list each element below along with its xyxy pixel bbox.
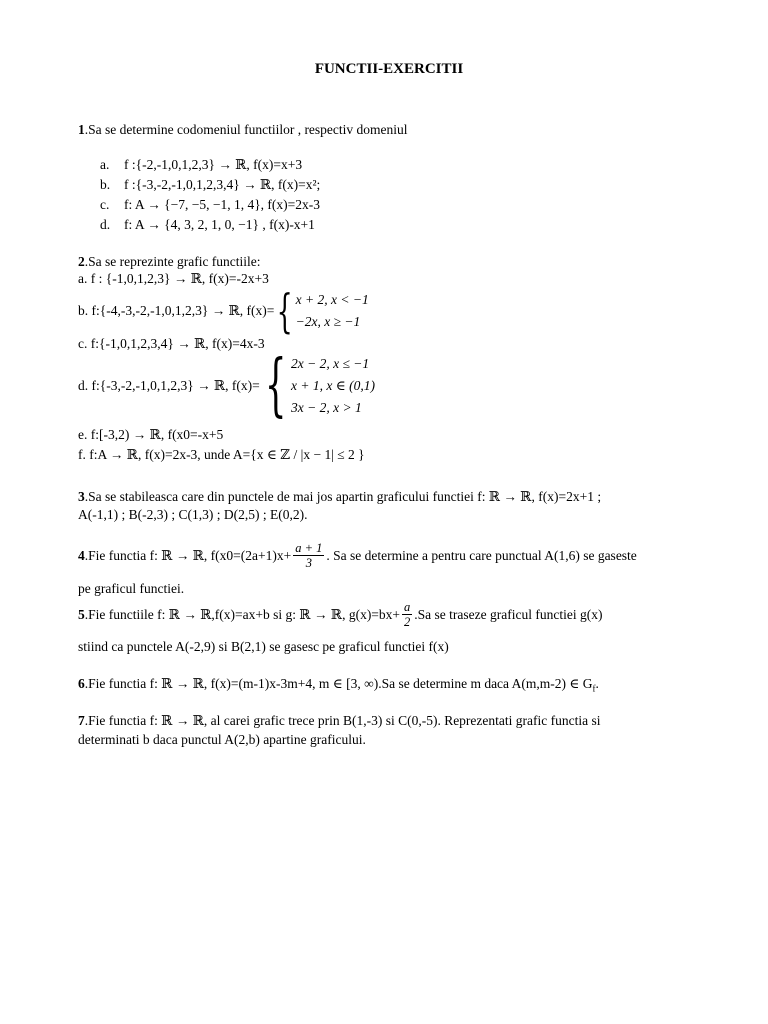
problem-1-number: 1: [78, 122, 85, 137]
problem-1-text: .Sa se determine codomeniul functiilor , respectiv domeniul: [84, 122, 408, 137]
page-title: FUNCTII-EXERCITII: [314, 61, 464, 77]
problem-2-item-a: a. f : {-1,0,1,2,3} → ℝ, f(x)=-2x+3: [78, 271, 269, 286]
problem-4-line-2: pe graficul functiei.: [78, 581, 185, 596]
brace-icon: {: [276, 284, 294, 338]
fraction: $\frac{a}{2}$: [404, 600, 411, 630]
problem-6-line: 6.Fie functia f: ℝ → ℝ, f(x)=(m-1)x-3m+4, m ∈ [3, ∞).Sa se determine m daca A(m,m-2) ∈ $G_f$.: [78, 676, 599, 694]
problem-2-item-b: b. f:{-4,-3,-2,-1,0,1,2,3} → ℝ, f(x)= { x + 2, x < −1 −2x, x ≥ −1: [78, 284, 369, 338]
problem-3-line-2: A(-1,1) ; B(-2,3) ; C(1,3) ; D(2,5) ; E(0,2).: [78, 507, 308, 522]
problem-6-number: 6: [78, 676, 85, 691]
problem-2-heading: [78, 253, 261, 271]
problem-4-number: 4: [78, 548, 85, 564]
problem-2-number: 2: [78, 254, 85, 269]
piecewise-cases-d: 2x − 2, x ≤ −1 x + 1, x ∈ (0,1) 3x − 2, x > 1: [291, 356, 375, 415]
problem-2-item-c: c. f:{-1,0,1,2,3,4} → ℝ, f(x)=4x-3: [78, 336, 265, 351]
problem-5-line-1: 5 .Fie functiile f: ℝ → ℝ,f(x)=ax+b si g: ℝ → ℝ, g(x)=bx+ $\frac{a}{2}$ .Sa se traseze graficul functiei g(x): [78, 600, 603, 630]
problem-7-line-2: determinati b daca punctul A(2,b) apartine graficului.: [78, 732, 366, 747]
problem-1-heading: [78, 121, 408, 139]
problem-5-line-2: stiind ca punctele A(-2,9) si B(2,1) se gasesc pe graficul functiei f(x): [78, 639, 449, 654]
problem-1-items: [100, 155, 320, 235]
brace-icon: {: [264, 346, 287, 425]
problem-1-item-b: b. f :{-3,-2,-1,0,1,2,3,4} → ℝ, f(x)=x²;: [100, 177, 321, 193]
problem-4-line-1: 4 .Fie functia f: ℝ → ℝ, f(x0=(2a+1)x+ $\frac{a + 1}{3}$ . Sa se determine a pentru care punctual A(1,6) se gaseste: [78, 541, 637, 571]
problem-2-item-e: e. f:[-3,2) → ℝ, f(x0=-x+5: [78, 427, 224, 442]
problem-5-number: 5: [78, 607, 85, 623]
problem-7-number: 7: [78, 713, 85, 728]
piecewise-cases-b: x + 2, x < −1 −2x, x ≥ −1: [295, 292, 369, 329]
problem-3-line-1: 3.Sa se stabileasca care din punctele de mai jos apartin graficului functiei f: ℝ → ℝ, f(x)=2x+1 ;: [78, 489, 602, 504]
problem-2-item-d: d. f:{-3,-2,-1,0,1,2,3} → ℝ, f(x)= { 2x − 2, x ≤ −1 x + 1, x ∈ (0,1) 3x − 2, x > 1: [78, 346, 375, 425]
problem-2-text: .Sa se reprezinte grafic functiile:: [84, 254, 261, 269]
problem-1-item-d: d. f: A → {4, 3, 2, 1, 0, −1} , f(x)-x+1: [100, 217, 315, 233]
problem-2-item-f: f. f:A → ℝ, f(x)=2x-3, unde A={x ∈ ℤ / |x − 1| ≤ 2 }: [78, 447, 365, 462]
problem-3-number: 3: [78, 489, 85, 504]
problem-1-item-a: a. f :{-2,-1,0,1,2,3} → ℝ, f(x)=x+3: [100, 157, 303, 173]
problem-7-line-1: 7.Fie functia f: ℝ → ℝ, al carei grafic trece prin B(1,-3) si C(0,-5). Reprezentati grafic functia si: [78, 713, 601, 728]
problem-1-item-c: c. f: A → {−7, −5, −1, 1, 4}, f(x)=2x-3: [100, 197, 321, 213]
fraction: $\frac{a + 1}{3}$: [295, 541, 323, 571]
